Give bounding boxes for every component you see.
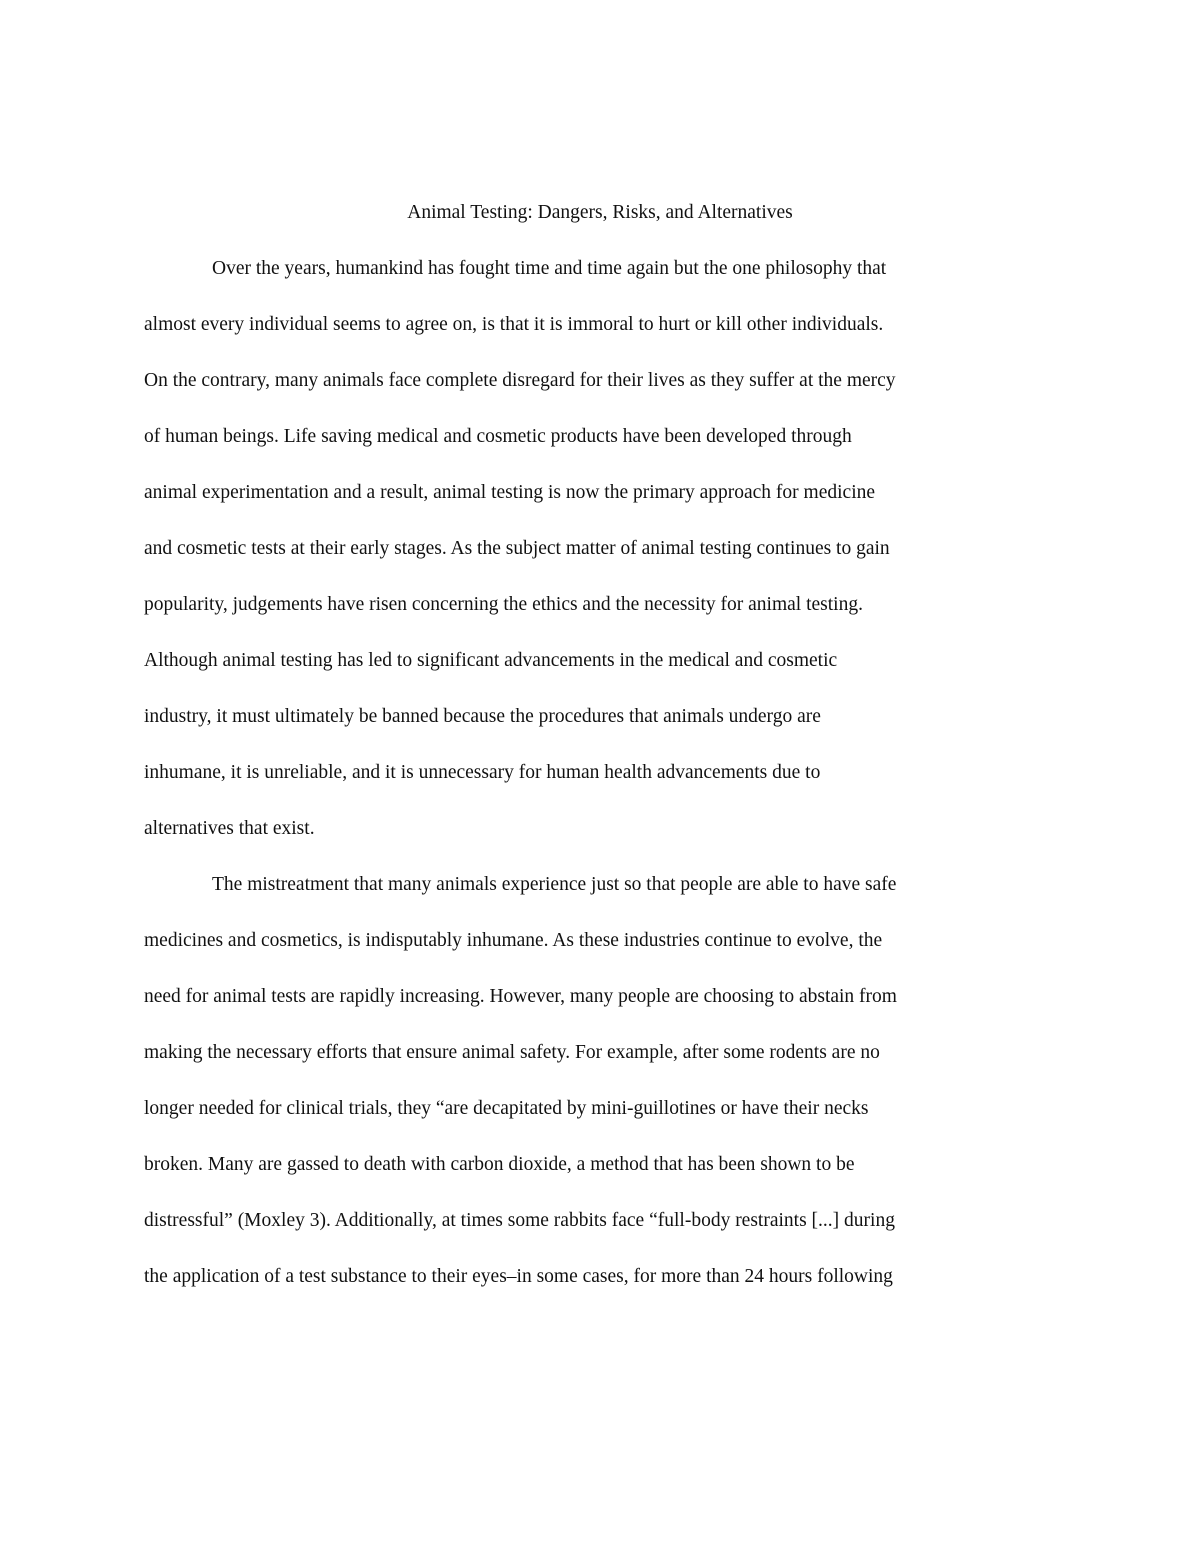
paragraph-2-line-7: distressful” (Moxley 3). Additionally, at times some rabbits face “full-body restraints [...] during: [144, 1210, 895, 1231]
paragraph-1-line-9: industry, it must ultimately be banned because the procedures that animals undergo are: [144, 706, 821, 727]
paragraph-1-line-10: inhumane, it is unreliable, and it is unnecessary for human health advancements due to: [144, 762, 821, 783]
document-title: Animal Testing: Dangers, Risks, and Alternatives: [407, 202, 793, 223]
paragraph-1-line-1: Over the years, humankind has fought time and time again but the one philosophy that: [212, 258, 887, 279]
paragraph-1-line-11: alternatives that exist.: [144, 818, 315, 839]
paragraph-1-line-7: popularity, judgements have risen concerning the ethics and the necessity for animal testing.: [144, 594, 863, 615]
paragraph-1-line-8: Although animal testing has led to significant advancements in the medical and cosmetic: [144, 650, 838, 671]
paragraph-1-line-3: On the contrary, many animals face complete disregard for their lives as they suffer at the mercy: [144, 370, 896, 391]
paragraph-2-line-4: making the necessary efforts that ensure animal safety. For example, after some rodents are no: [144, 1042, 880, 1063]
paragraph-2-line-6: broken. Many are gassed to death with carbon dioxide, a method that has been shown to be: [144, 1154, 855, 1175]
paragraph-2-line-8: the application of a test substance to their eyes–in some cases, for more than 24 hours following: [144, 1266, 893, 1287]
paragraph-2-line-5: longer needed for clinical trials, they “are decapitated by mini-guillotines or have their necks: [144, 1098, 869, 1119]
paragraph-1-line-6: and cosmetic tests at their early stages. As the subject matter of animal testing continues to gain: [144, 538, 890, 559]
paragraph-1-line-4: of human beings. Life saving medical and cosmetic products have been developed through: [144, 426, 852, 447]
paragraph-1-line-2: almost every individual seems to agree on, is that it is immoral to hurt or kill other individuals.: [144, 314, 884, 335]
paragraph-2-line-3: need for animal tests are rapidly increasing. However, many people are choosing to abstain from: [144, 986, 897, 1007]
paragraph-2-line-2: medicines and cosmetics, is indisputably inhumane. As these industries continue to evolve, the: [144, 930, 883, 951]
paragraph-2-line-1: The mistreatment that many animals experience just so that people are able to have safe: [212, 874, 897, 895]
paragraph-1-line-5: animal experimentation and a result, animal testing is now the primary approach for medicine: [144, 482, 876, 503]
